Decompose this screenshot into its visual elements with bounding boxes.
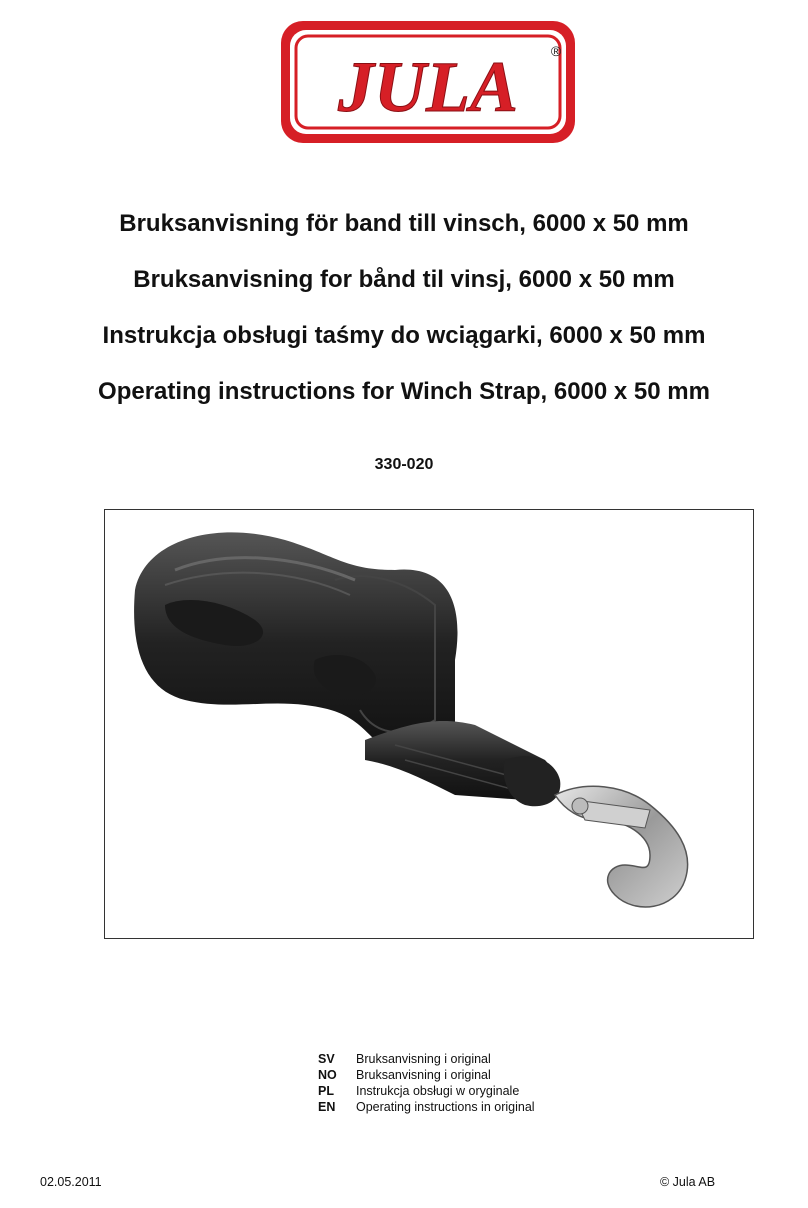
svg-text:JULA: JULA — [338, 47, 518, 127]
article-number: 330-020 — [374, 456, 434, 473]
language-row — [318, 1067, 535, 1083]
language-text: Instrukcja obsługi w oryginale — [356, 1084, 520, 1098]
product-photo-frame — [104, 509, 754, 939]
title-swedish: Bruksanvisning för band till vinsch, 6000 x 50 mm — [119, 210, 689, 237]
language-row — [318, 1051, 535, 1067]
language-text: Operating instructions in original — [356, 1100, 535, 1114]
language-code: NO — [318, 1068, 337, 1082]
language-text: Bruksanvisning i original — [356, 1052, 491, 1066]
language-list — [318, 1051, 535, 1115]
language-row — [318, 1083, 535, 1099]
language-code: EN — [318, 1100, 336, 1114]
language-code: SV — [318, 1052, 335, 1066]
title-norwegian: Bruksanvisning for bånd til vinsj, 6000 x 50 mm — [133, 266, 675, 293]
document-date: 02.05.2011 — [40, 1175, 102, 1189]
language-row — [318, 1099, 535, 1115]
language-text: Bruksanvisning i original — [356, 1068, 491, 1082]
winch-strap-with-hook-image — [105, 510, 754, 939]
svg-text:®: ® — [550, 43, 562, 59]
title-english: Operating instructions for Winch Strap, 6000 x 50 mm — [98, 378, 710, 405]
jula-logo — [278, 18, 578, 146]
copyright: © Jula AB — [660, 1175, 716, 1189]
title-polish: Instrukcja obsługi taśmy do wciągarki, 6000 x 50 mm — [102, 322, 706, 349]
language-code: PL — [318, 1084, 334, 1098]
